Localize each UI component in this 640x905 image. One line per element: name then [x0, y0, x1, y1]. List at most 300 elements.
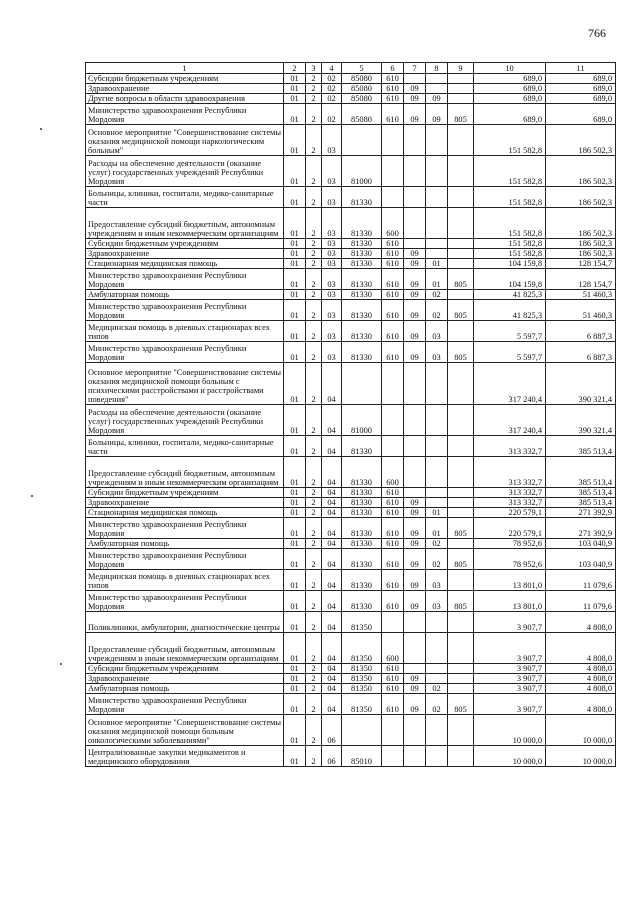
razdel-cell: 01	[284, 549, 306, 570]
podrazdel-cell: 2	[306, 259, 322, 269]
target-article-cell	[342, 125, 382, 156]
scan-speck	[31, 495, 33, 497]
razdel-cell: 01	[284, 300, 306, 321]
ministry-code-cell	[448, 290, 474, 300]
scan-speck	[60, 663, 62, 665]
target-article-cell: 81330	[342, 518, 382, 539]
amount-2016-cell: 313 332,7	[474, 457, 546, 488]
amount-2017-cell: 186 502,3	[546, 156, 616, 187]
podrazdel-cell: 2	[306, 290, 322, 300]
podrazdel-cell: 2	[306, 363, 322, 405]
program-cell: 06	[322, 715, 342, 746]
razdel-cell: 01	[284, 488, 306, 498]
razdel-cell: 01	[284, 249, 306, 259]
ministry-code-cell	[448, 405, 474, 436]
amount-2017-cell: 51 460,3	[546, 300, 616, 321]
table-row	[86, 684, 616, 694]
section-cell: 09	[404, 694, 426, 715]
expense-type-cell: 610	[382, 104, 404, 125]
row-name-cell: Здравоохранение	[86, 498, 284, 508]
amount-2017-cell: 186 502,3	[546, 208, 616, 239]
program-cell: 03	[322, 208, 342, 239]
amount-2017-cell: 186 502,3	[546, 125, 616, 156]
section-cell	[404, 633, 426, 664]
amount-2016-cell: 3 907,7	[474, 664, 546, 674]
podrazdel-cell: 2	[306, 300, 322, 321]
amount-2016-cell: 13 801,0	[474, 570, 546, 591]
row-name-cell: Здравоохранение	[86, 249, 284, 259]
target-article-cell: 81330	[342, 290, 382, 300]
table-row	[86, 664, 616, 674]
expense-type-cell: 610	[382, 488, 404, 498]
ministry-code-cell	[448, 208, 474, 239]
row-name-cell: Основное мероприятие "Совершенствование системы оказания медицинской помощи наркологическим больным"	[86, 125, 284, 156]
expense-type-cell	[382, 156, 404, 187]
podrazdel-cell: 2	[306, 591, 322, 612]
ministry-code-cell: 805	[448, 342, 474, 363]
expense-type-cell: 610	[382, 259, 404, 269]
razdel-cell: 01	[284, 321, 306, 342]
row-name-cell: Субсидии бюджетным учреждениям	[86, 74, 284, 84]
razdel-cell: 01	[284, 239, 306, 249]
table-row	[86, 715, 616, 746]
program-cell: 04	[322, 633, 342, 664]
ministry-code-cell	[448, 436, 474, 457]
table-row	[86, 674, 616, 684]
ministry-code-cell	[448, 746, 474, 767]
amount-2017-cell: 103 040,9	[546, 549, 616, 570]
program-cell: 02	[322, 74, 342, 84]
razdel-cell: 01	[284, 405, 306, 436]
target-article-cell: 81330	[342, 269, 382, 290]
header-cell: 1	[86, 63, 284, 74]
amount-2017-cell: 689,0	[546, 84, 616, 94]
program-cell: 04	[322, 684, 342, 694]
section-cell: 09	[404, 104, 426, 125]
table-row	[86, 249, 616, 259]
razdel-cell: 01	[284, 363, 306, 405]
expense-type-cell: 610	[382, 674, 404, 684]
budget-table	[85, 62, 616, 767]
program-cell: 04	[322, 591, 342, 612]
row-name-cell: Медицинская помощь в дневных стационарах всех типов	[86, 570, 284, 591]
table-row	[86, 300, 616, 321]
razdel-cell: 01	[284, 259, 306, 269]
razdel-cell: 01	[284, 498, 306, 508]
subsection-cell	[426, 74, 448, 84]
subsection-cell: 02	[426, 300, 448, 321]
table-row	[86, 84, 616, 94]
section-cell: 09	[404, 259, 426, 269]
ministry-code-cell	[448, 321, 474, 342]
razdel-cell: 01	[284, 457, 306, 488]
target-article-cell: 81330	[342, 187, 382, 208]
page-number: 766	[588, 26, 606, 40]
amount-2017-cell: 128 154,7	[546, 259, 616, 269]
amount-2017-cell: 10 000,0	[546, 715, 616, 746]
razdel-cell: 01	[284, 612, 306, 633]
razdel-cell: 01	[284, 684, 306, 694]
program-cell: 03	[322, 321, 342, 342]
ministry-code-cell	[448, 488, 474, 498]
subsection-cell	[426, 125, 448, 156]
podrazdel-cell: 2	[306, 612, 322, 633]
section-cell	[404, 405, 426, 436]
expense-type-cell	[382, 612, 404, 633]
subsection-cell	[426, 249, 448, 259]
razdel-cell: 01	[284, 104, 306, 125]
table-row	[86, 239, 616, 249]
row-name-cell: Больницы, клиники, госпитали, медико-санитарные части	[86, 187, 284, 208]
expense-type-cell: 610	[382, 591, 404, 612]
header-cell: 8	[426, 63, 448, 74]
program-cell: 03	[322, 187, 342, 208]
expense-type-cell	[382, 187, 404, 208]
row-name-cell: Здравоохранение	[86, 84, 284, 94]
razdel-cell: 01	[284, 436, 306, 457]
podrazdel-cell: 2	[306, 498, 322, 508]
ministry-code-cell: 805	[448, 591, 474, 612]
table-row	[86, 342, 616, 363]
section-cell	[404, 187, 426, 208]
podrazdel-cell: 2	[306, 342, 322, 363]
row-name-cell: Основное мероприятие "Совершенствование системы оказания медицинской помощи больным с психическими расстройствами и расстройствами поведения"	[86, 363, 284, 405]
section-cell: 09	[404, 269, 426, 290]
program-cell: 03	[322, 300, 342, 321]
amount-2016-cell: 3 907,7	[474, 633, 546, 664]
podrazdel-cell: 2	[306, 436, 322, 457]
amount-2017-cell: 271 392,9	[546, 518, 616, 539]
table-row	[86, 363, 616, 405]
target-article-cell: 81000	[342, 156, 382, 187]
expense-type-cell: 610	[382, 84, 404, 94]
amount-2016-cell: 151 582,8	[474, 208, 546, 239]
amount-2016-cell: 78 952,6	[474, 539, 546, 549]
amount-2016-cell: 41 825,3	[474, 290, 546, 300]
program-cell: 04	[322, 363, 342, 405]
expense-type-cell	[382, 715, 404, 746]
amount-2017-cell: 385 513,4	[546, 498, 616, 508]
razdel-cell: 01	[284, 508, 306, 518]
table-row	[86, 549, 616, 570]
target-article-cell: 81330	[342, 498, 382, 508]
podrazdel-cell: 2	[306, 549, 322, 570]
program-cell: 03	[322, 125, 342, 156]
expense-type-cell	[382, 746, 404, 767]
table-row	[86, 498, 616, 508]
amount-2016-cell: 317 240,4	[474, 405, 546, 436]
section-cell	[404, 612, 426, 633]
podrazdel-cell: 2	[306, 488, 322, 498]
row-name-cell: Министерство здравоохранения Республики Мордовия	[86, 300, 284, 321]
amount-2016-cell: 689,0	[474, 104, 546, 125]
row-name-cell: Стационарная медицинская помощь	[86, 508, 284, 518]
podrazdel-cell: 2	[306, 125, 322, 156]
podrazdel-cell: 2	[306, 570, 322, 591]
section-cell: 09	[404, 94, 426, 104]
ministry-code-cell	[448, 633, 474, 664]
amount-2017-cell: 4 808,0	[546, 633, 616, 664]
amount-2016-cell: 5 597,7	[474, 342, 546, 363]
podrazdel-cell: 2	[306, 508, 322, 518]
podrazdel-cell: 2	[306, 539, 322, 549]
ministry-code-cell	[448, 612, 474, 633]
program-cell: 04	[322, 457, 342, 488]
table-row	[86, 539, 616, 549]
subsection-cell: 03	[426, 342, 448, 363]
podrazdel-cell: 2	[306, 664, 322, 674]
subsection-cell	[426, 746, 448, 767]
amount-2016-cell: 104 159,8	[474, 259, 546, 269]
subsection-cell: 01	[426, 508, 448, 518]
amount-2016-cell: 689,0	[474, 74, 546, 84]
table-row	[86, 612, 616, 633]
section-cell	[404, 239, 426, 249]
program-cell: 03	[322, 239, 342, 249]
amount-2016-cell: 313 332,7	[474, 498, 546, 508]
podrazdel-cell: 2	[306, 269, 322, 290]
podrazdel-cell: 2	[306, 74, 322, 84]
program-cell: 03	[322, 156, 342, 187]
section-cell	[404, 715, 426, 746]
section-cell	[404, 664, 426, 674]
target-article-cell: 85080	[342, 94, 382, 104]
amount-2017-cell: 186 502,3	[546, 187, 616, 208]
target-article-cell: 85080	[342, 104, 382, 125]
ministry-code-cell	[448, 249, 474, 259]
table-row	[86, 290, 616, 300]
podrazdel-cell: 2	[306, 746, 322, 767]
expense-type-cell: 610	[382, 570, 404, 591]
podrazdel-cell: 2	[306, 239, 322, 249]
section-cell: 09	[404, 84, 426, 94]
table-row	[86, 457, 616, 488]
ministry-code-cell	[448, 570, 474, 591]
target-article-cell: 81000	[342, 405, 382, 436]
program-cell: 04	[322, 518, 342, 539]
program-cell: 04	[322, 436, 342, 457]
expense-type-cell: 610	[382, 290, 404, 300]
section-cell	[404, 436, 426, 457]
row-name-cell: Предоставление субсидий бюджетным, автономным учреждениям и иным некоммерческим организациям	[86, 633, 284, 664]
table-row	[86, 269, 616, 290]
amount-2017-cell: 689,0	[546, 94, 616, 104]
podrazdel-cell: 2	[306, 405, 322, 436]
row-name-cell: Больницы, клиники, госпитали, медико-санитарные части	[86, 436, 284, 457]
row-name-cell: Основное мероприятие "Совершенствование системы оказания медицинской помощи больным онкологическими заболеваниями"	[86, 715, 284, 746]
table-row	[86, 321, 616, 342]
row-name-cell: Предоставление субсидий бюджетным, автономным учреждениям и иным некоммерческим организациям	[86, 208, 284, 239]
table-row	[86, 104, 616, 125]
subsection-cell: 03	[426, 591, 448, 612]
ministry-code-cell	[448, 664, 474, 674]
target-article-cell: 81330	[342, 457, 382, 488]
expense-type-cell: 610	[382, 549, 404, 570]
subsection-cell	[426, 612, 448, 633]
razdel-cell: 01	[284, 674, 306, 684]
razdel-cell: 01	[284, 208, 306, 239]
subsection-cell	[426, 84, 448, 94]
razdel-cell: 01	[284, 84, 306, 94]
section-cell	[404, 125, 426, 156]
program-cell: 02	[322, 84, 342, 94]
table-row	[86, 746, 616, 767]
program-cell: 04	[322, 674, 342, 684]
podrazdel-cell: 2	[306, 104, 322, 125]
subsection-cell	[426, 633, 448, 664]
row-name-cell: Централизованные закупки медикаментов и медицинского оборудования	[86, 746, 284, 767]
expense-type-cell: 610	[382, 300, 404, 321]
target-article-cell: 81330	[342, 239, 382, 249]
row-name-cell: Расходы на обеспечение деятельности (оказание услуг) государственных учреждений Республики Мордовия	[86, 405, 284, 436]
section-cell	[404, 208, 426, 239]
expense-type-cell: 610	[382, 694, 404, 715]
amount-2016-cell: 689,0	[474, 84, 546, 94]
table-row	[86, 74, 616, 84]
razdel-cell: 01	[284, 539, 306, 549]
subsection-cell: 03	[426, 321, 448, 342]
amount-2016-cell: 3 907,7	[474, 674, 546, 684]
expense-type-cell: 610	[382, 539, 404, 549]
amount-2016-cell: 689,0	[474, 94, 546, 104]
section-cell: 09	[404, 498, 426, 508]
target-article-cell: 81330	[342, 300, 382, 321]
target-article-cell: 81330	[342, 570, 382, 591]
target-article-cell: 81350	[342, 664, 382, 674]
target-article-cell: 81350	[342, 633, 382, 664]
expense-type-cell: 600	[382, 633, 404, 664]
amount-2016-cell: 220 579,1	[474, 518, 546, 539]
podrazdel-cell: 2	[306, 674, 322, 684]
ministry-code-cell	[448, 457, 474, 488]
program-cell: 04	[322, 612, 342, 633]
header-cell: 6	[382, 63, 404, 74]
row-name-cell: Субсидии бюджетным учреждениям	[86, 664, 284, 674]
razdel-cell: 01	[284, 715, 306, 746]
header-cell: 10	[474, 63, 546, 74]
row-name-cell: Другие вопросы в области здравоохранения	[86, 94, 284, 104]
program-cell: 04	[322, 549, 342, 570]
row-name-cell: Поликлиники, амбулатории, диагностические центры	[86, 612, 284, 633]
amount-2017-cell: 689,0	[546, 74, 616, 84]
program-cell: 04	[322, 405, 342, 436]
program-cell: 04	[322, 498, 342, 508]
section-cell: 09	[404, 249, 426, 259]
ministry-code-cell	[448, 684, 474, 694]
subsection-cell: 09	[426, 104, 448, 125]
target-article-cell: 81330	[342, 539, 382, 549]
header-row	[86, 63, 616, 74]
section-cell: 09	[404, 570, 426, 591]
razdel-cell: 01	[284, 591, 306, 612]
ministry-code-cell	[448, 74, 474, 84]
program-cell: 02	[322, 94, 342, 104]
row-name-cell: Министерство здравоохранения Республики Мордовия	[86, 518, 284, 539]
razdel-cell: 01	[284, 342, 306, 363]
amount-2016-cell: 313 332,7	[474, 436, 546, 457]
header-cell: 9	[448, 63, 474, 74]
expense-type-cell: 610	[382, 249, 404, 259]
row-name-cell: Субсидии бюджетным учреждениям	[86, 239, 284, 249]
amount-2016-cell: 317 240,4	[474, 363, 546, 405]
program-cell: 02	[322, 104, 342, 125]
ministry-code-cell	[448, 187, 474, 208]
amount-2016-cell: 41 825,3	[474, 300, 546, 321]
target-article-cell	[342, 363, 382, 405]
subsection-cell	[426, 208, 448, 239]
section-cell	[404, 488, 426, 498]
expense-type-cell: 610	[382, 684, 404, 694]
podrazdel-cell: 2	[306, 208, 322, 239]
section-cell	[404, 363, 426, 405]
amount-2016-cell: 313 332,7	[474, 488, 546, 498]
podrazdel-cell: 2	[306, 684, 322, 694]
row-name-cell: Министерство здравоохранения Республики Мордовия	[86, 342, 284, 363]
amount-2017-cell: 390 321,4	[546, 363, 616, 405]
budget-table-sheet	[85, 62, 615, 767]
target-article-cell: 85010	[342, 746, 382, 767]
expense-type-cell	[382, 125, 404, 156]
row-name-cell: Министерство здравоохранения Республики Мордовия	[86, 104, 284, 125]
table-row	[86, 591, 616, 612]
amount-2017-cell: 186 502,3	[546, 239, 616, 249]
section-cell: 09	[404, 539, 426, 549]
podrazdel-cell: 2	[306, 84, 322, 94]
section-cell: 09	[404, 300, 426, 321]
target-article-cell: 81330	[342, 208, 382, 239]
row-name-cell: Министерство здравоохранения Республики Мордовия	[86, 269, 284, 290]
section-cell: 09	[404, 549, 426, 570]
row-name-cell: Расходы на обеспечение деятельности (оказание услуг) государственных учреждений Республики Мордовия	[86, 156, 284, 187]
table-row	[86, 518, 616, 539]
target-article-cell: 81350	[342, 674, 382, 684]
section-cell	[404, 457, 426, 488]
expense-type-cell: 600	[382, 457, 404, 488]
expense-type-cell: 610	[382, 239, 404, 249]
amount-2017-cell: 51 460,3	[546, 290, 616, 300]
row-name-cell: Субсидии бюджетным учреждениям	[86, 488, 284, 498]
amount-2017-cell: 11 079,6	[546, 591, 616, 612]
razdel-cell: 01	[284, 125, 306, 156]
table-row	[86, 94, 616, 104]
subsection-cell	[426, 498, 448, 508]
amount-2017-cell: 689,0	[546, 104, 616, 125]
table-row	[86, 156, 616, 187]
amount-2017-cell: 4 808,0	[546, 674, 616, 684]
subsection-cell: 02	[426, 684, 448, 694]
expense-type-cell: 610	[382, 74, 404, 84]
table-row	[86, 508, 616, 518]
amount-2016-cell: 151 582,8	[474, 156, 546, 187]
ministry-code-cell	[448, 156, 474, 187]
row-name-cell: Амбулаторная помощь	[86, 539, 284, 549]
razdel-cell: 01	[284, 633, 306, 664]
header-cell: 2	[284, 63, 306, 74]
amount-2017-cell: 6 887,3	[546, 321, 616, 342]
subsection-cell: 02	[426, 694, 448, 715]
razdel-cell: 01	[284, 74, 306, 84]
ministry-code-cell: 805	[448, 549, 474, 570]
expense-type-cell: 600	[382, 208, 404, 239]
section-cell: 09	[404, 321, 426, 342]
subsection-cell	[426, 488, 448, 498]
target-article-cell: 81330	[342, 549, 382, 570]
ministry-code-cell: 805	[448, 300, 474, 321]
header-cell: 4	[322, 63, 342, 74]
subsection-cell	[426, 664, 448, 674]
ministry-code-cell	[448, 539, 474, 549]
scan-speck	[40, 128, 42, 130]
